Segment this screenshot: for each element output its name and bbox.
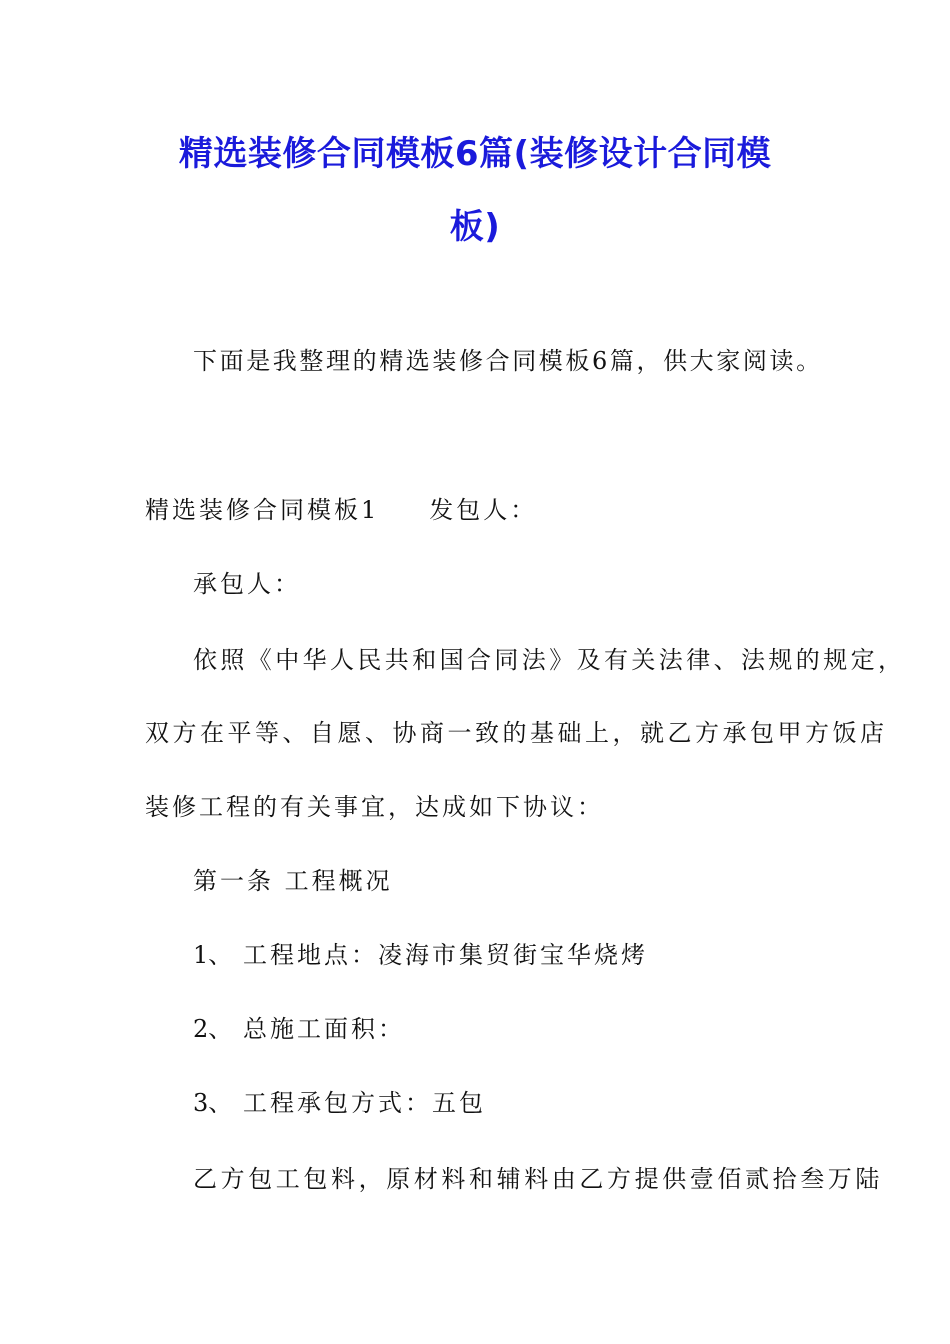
section-title: 精选装修合同模板1 (145, 496, 380, 524)
document-title-line-1: 精选装修合同模板6篇(装修设计合同模 (178, 134, 772, 174)
list-item-text: 工程地点：凌海市集贸街宝华烧烤 (243, 941, 648, 969)
document-title-line-2: 板) (449, 207, 501, 247)
list-item-number: 2、 (193, 1015, 233, 1043)
party-b-label: 承包人： (193, 570, 301, 598)
list-item (193, 940, 648, 970)
list-item-text: 工程承包方式：五包 (243, 1089, 486, 1117)
list-item-number: 3、 (193, 1089, 233, 1117)
list-item-number: 1、 (193, 941, 233, 969)
list-item-text: 总施工面积： (243, 1015, 405, 1043)
paragraph-1-line-2: 双方在平等、自愿、协商一致的基础上，就乙方承包甲方饭店 (145, 719, 888, 747)
paragraph-1-line-1: 依照《中华人民共和国合同法》及有关法律、法规的规定， (193, 646, 906, 674)
paragraph-1-line-3: 装修工程的有关事宜，达成如下协议： (145, 793, 604, 821)
intro-paragraph: 下面是我整理的精选装修合同模板6篇，供大家阅读。 (193, 347, 823, 375)
list-item (193, 1014, 405, 1044)
paragraph-2-line-1: 乙方包工包料，原材料和辅料由乙方提供壹佰贰拾叁万陆 (193, 1165, 883, 1193)
article-1-heading: 第一条 工程概况 (193, 867, 393, 895)
section-heading (145, 495, 537, 525)
list-item (193, 1088, 486, 1118)
party-a-label: 发包人： (429, 496, 538, 524)
